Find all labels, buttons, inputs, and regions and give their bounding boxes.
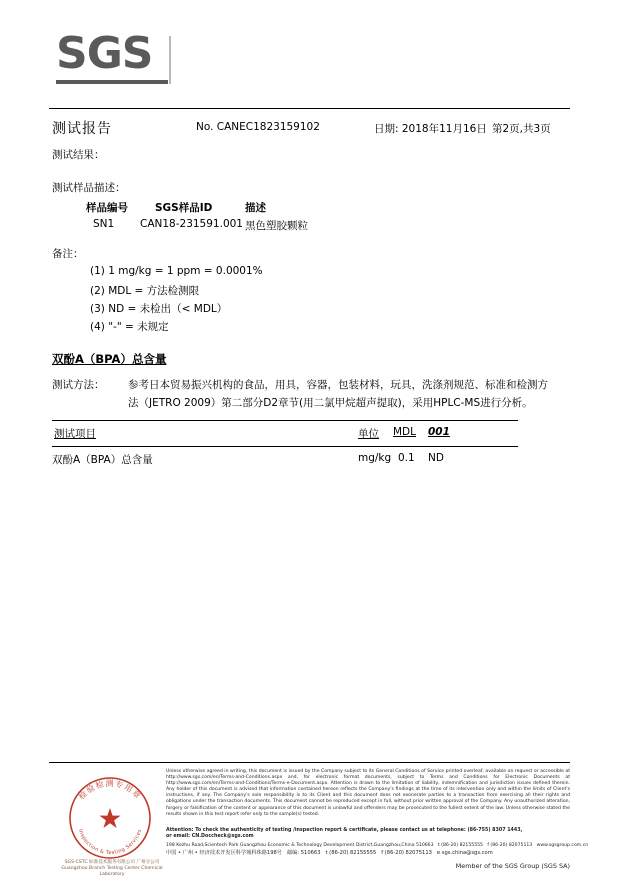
result-table-header-sample-001: 001 <box>428 426 450 438</box>
member-of-group-line: Member of the SGS Group (SGS SA) <box>455 862 570 870</box>
remark-item: (4) "-" = 未规定 <box>90 321 169 333</box>
address-cn-email: e sgs.china@sgs.com <box>436 849 493 856</box>
address-cn-fax: f (86-20) 82075113 <box>381 849 432 856</box>
result-row-mdl: 0.1 <box>398 452 415 464</box>
results-label: 测试结果： <box>52 149 105 161</box>
result-table-header-item: 测试项目 <box>54 428 96 440</box>
sample-description-label: 测试样品描述： <box>52 182 126 194</box>
address-block <box>166 843 589 856</box>
stamp-caption-line-2: Guangzhou Branch Testing Center Chemical Laboratory <box>61 866 163 877</box>
report-number: No. CANEC1823159102 <box>196 121 320 133</box>
svg-text:检验检测专用章: 检验检测专用章 <box>77 779 143 802</box>
remarks-label: 备注： <box>52 248 84 260</box>
sample-table-header-description: 描述 <box>245 202 266 214</box>
result-row-item: 双酚A（BPA）总含量 <box>52 454 153 466</box>
test-method-line-1: 参考日本贸易振兴机构的食品，用具，容器，包装材料，玩具，洗涤剂规范、标准和检测方 <box>128 379 548 391</box>
test-method-label: 测试方法： <box>52 379 105 391</box>
result-table-header-mdl: MDL <box>393 426 416 438</box>
authenticity-notice-line-2: or email: CN.Doccheck@sgs.com <box>166 834 254 840</box>
stamp-caption <box>60 860 164 878</box>
authenticity-notice-line-1: Attention: To check the authenticity of testing /inspection report & certificate, please contact us at telephone: (86-755) 8307 1443, <box>166 828 523 833</box>
bpa-section-heading: 双酚A（BPA）总含量 <box>52 352 167 366</box>
svg-text:Inspection & Testing Services: Inspection & Testing Services <box>76 828 144 857</box>
company-stamp <box>61 772 163 877</box>
result-row-unit: mg/kg <box>358 452 392 464</box>
sgs-logo <box>56 28 186 86</box>
result-row-value: ND <box>428 452 444 464</box>
result-table-header-unit: 单位 <box>358 428 379 440</box>
sgs-logo-tick <box>169 36 171 84</box>
sample-table-header-sample-no: 样品编号 <box>86 202 128 214</box>
stamp-star-icon <box>99 808 120 828</box>
header-divider <box>49 108 570 109</box>
sample-table-header-sgs-id: SGS样品ID <box>155 202 213 214</box>
sgs-logo-bar <box>56 80 168 84</box>
address-cn-zip: 邮编: 510663 <box>286 849 321 856</box>
footer-divider <box>49 762 570 763</box>
sample-row-description: 黑色塑胶颗粒 <box>245 220 308 232</box>
address-row-en <box>166 843 589 850</box>
page-number: 第2页,共3页 <box>492 123 551 135</box>
authenticity-notice <box>166 828 570 841</box>
address-en-tel: t (86-20) 82155555 <box>437 843 483 848</box>
address-english: 198 Kezhu Road,Scientech Park Guangzhou Economic & Technology Development District,Guangzhou,China 510663 <box>166 843 434 848</box>
address-chinese: 中国 • 广州 • 经济技术开发区科学城科珠路198号 <box>166 849 282 856</box>
stamp-ring-svg <box>62 772 162 864</box>
address-en-web: www.sgsgroup.com.cn <box>536 843 589 848</box>
test-method-line-2: 法（JETRO 2009）第二部分D2章节(用二氯甲烷超声提取)，采用HPLC-MS进行分析。 <box>128 397 533 409</box>
sgs-logo-text: SGS <box>56 28 153 79</box>
report-date: 日期: 2018年11月16日 <box>374 123 487 135</box>
stamp-caption-line-1: SGS-CSTC 标准技术服务有限公司 广州分公司 <box>64 860 160 865</box>
address-row-cn <box>166 850 570 857</box>
remark-item: (3) ND = 未检出（< MDL） <box>90 303 228 315</box>
result-table-top-rule <box>52 420 518 421</box>
legal-terms-text: Unless otherwise agreed in writing, this document is issued by the Company subject to its General Conditions of Service printed overleaf, available on request or accessible at http://www.sgs.com/en/Terms-and-Conditions.aspx and, for electronic format documents, subject to Terms and Conditions for Electronic Documents at http://www.sgs.com/en/Terms-and-Conditions/Terms-e-Document.aspx. Attention is drawn to the limitation of liability, indemnification and jurisdiction issues defined therein. Any holder of this document is advised that information contained hereon reflects the Company's findings at the time of its intervention only and within the limits of Client's instructions, if any. The Company's sole responsibility is to its Client and this document does not exonerate parties to a transaction from exercising all their rights and obligations under the transaction documents. This document cannot be reproduced except in full, without prior written approval of the Company. Any unauthorized alteration, forgery or falsification of the content or appearance of this document is unlawful and offenders may be prosecuted to the fullest extent of the law. Unless otherwise stated the results shown in this test report refer only to the sample(s) tested. <box>166 769 570 817</box>
remark-item: (2) MDL = 方法检测限 <box>90 285 200 297</box>
result-table-header-rule <box>52 446 518 447</box>
page-title: 测试报告 <box>52 121 112 137</box>
sample-row-sample-no: SN1 <box>93 218 115 230</box>
address-en-fax: f (86-20) 82075113 <box>487 843 533 848</box>
remark-item: (1) 1 mg/kg = 1 ppm = 0.0001% <box>90 265 263 277</box>
address-cn-tel: t (86-20) 82155555 <box>325 849 377 856</box>
sample-row-sgs-id: CAN18-231591.001 <box>140 218 243 230</box>
